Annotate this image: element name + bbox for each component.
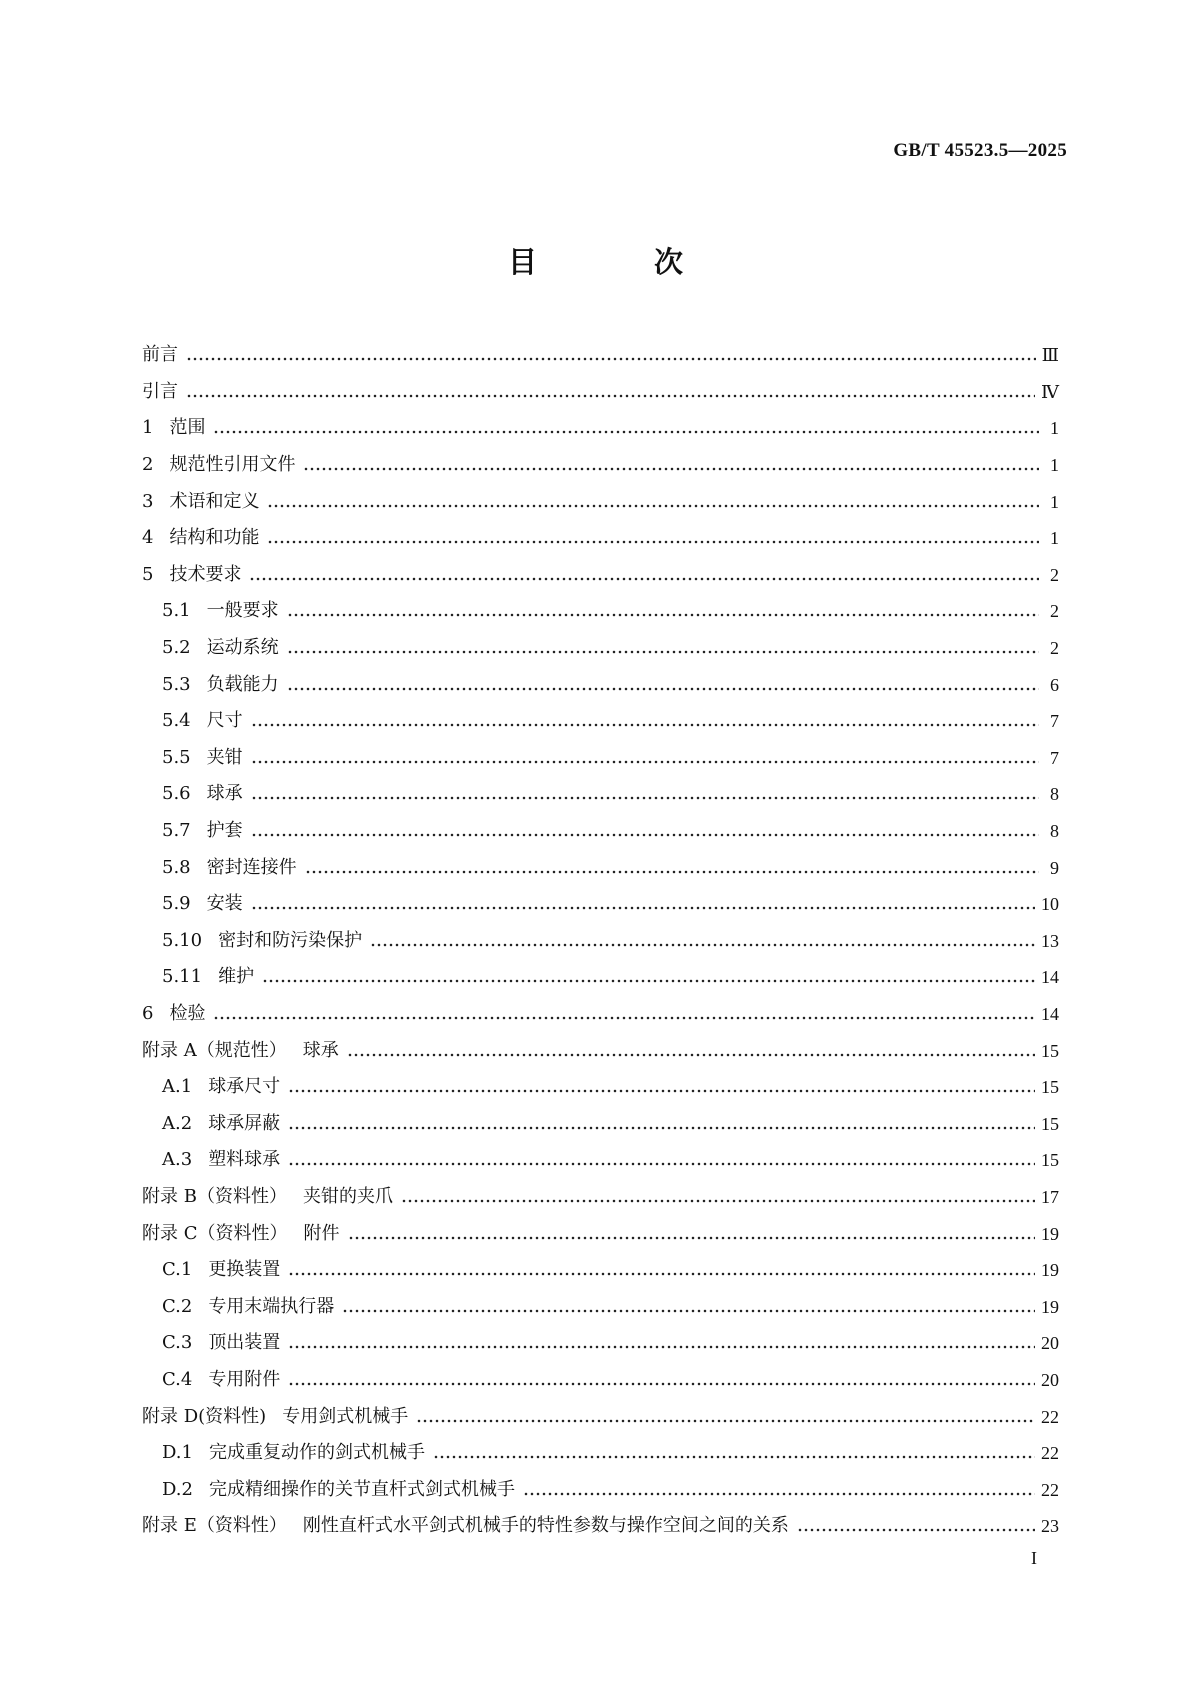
toc-entry-label: 专用末端执行器 bbox=[208, 1295, 335, 1317]
toc-entry-label: 塑料球承 bbox=[208, 1149, 281, 1171]
toc-entry-label: 范围 bbox=[169, 417, 206, 439]
toc-entry-label: 球承 bbox=[206, 783, 243, 805]
toc-entry[interactable] bbox=[142, 374, 1059, 411]
toc-entry-page: 2 bbox=[1050, 601, 1059, 622]
dot-leader bbox=[347, 1041, 1035, 1061]
toc-entry-label: 尺寸 bbox=[206, 710, 243, 732]
dot-leader bbox=[305, 858, 1039, 878]
dot-leader bbox=[303, 455, 1039, 475]
toc-entry-label: 结构和功能 bbox=[169, 527, 260, 549]
toc-entry-number: 附录 A（规范性） bbox=[142, 1039, 287, 1061]
toc-entry-page: 7 bbox=[1050, 747, 1059, 768]
dot-leader bbox=[288, 1150, 1035, 1170]
dot-leader bbox=[213, 1004, 1035, 1024]
toc-entry-page: 20 bbox=[1041, 1333, 1059, 1354]
toc-entry[interactable] bbox=[142, 1215, 1059, 1252]
toc-entry-number: A.2 bbox=[162, 1112, 193, 1134]
toc-entry-label: 球承尺寸 bbox=[208, 1076, 281, 1098]
dot-leader bbox=[288, 1077, 1035, 1097]
toc-entry-page: 22 bbox=[1041, 1479, 1059, 1500]
toc-entry-number: C.3 bbox=[162, 1332, 193, 1354]
dot-leader bbox=[401, 1187, 1035, 1207]
toc-entry-page: 22 bbox=[1041, 1406, 1059, 1427]
toc-entry-page: 9 bbox=[1050, 857, 1059, 878]
toc-entry-number: C.2 bbox=[162, 1295, 193, 1317]
toc-entry-number: 附录 B（资料性） bbox=[142, 1185, 287, 1207]
toc-entry-label: 规范性引用文件 bbox=[169, 454, 296, 476]
toc-entry[interactable] bbox=[142, 849, 1059, 886]
toc-entry-number: 5.1 bbox=[162, 600, 191, 622]
toc-entry-label: 术语和定义 bbox=[169, 490, 260, 512]
dot-leader bbox=[416, 1407, 1035, 1427]
dot-leader bbox=[342, 1297, 1035, 1317]
toc-entry-number: 5.3 bbox=[162, 673, 191, 695]
dot-leader bbox=[523, 1480, 1035, 1500]
toc-entry-number: 1 bbox=[142, 417, 154, 439]
toc-entry-page: 22 bbox=[1041, 1443, 1059, 1464]
toc-entry-label: 专用剑式机械手 bbox=[282, 1405, 409, 1427]
toc-entry-label: 前言 bbox=[142, 344, 178, 366]
toc-entry-page: 10 bbox=[1041, 894, 1059, 915]
dot-leader bbox=[186, 345, 1036, 365]
toc-entry-label: 运动系统 bbox=[206, 637, 279, 659]
dot-leader bbox=[287, 601, 1039, 621]
toc-entry-page: Ⅲ bbox=[1041, 345, 1059, 366]
toc-entry[interactable] bbox=[142, 666, 1059, 703]
toc-entry[interactable] bbox=[142, 337, 1059, 374]
toc-entry-label: 密封连接件 bbox=[206, 856, 297, 878]
toc-entry[interactable] bbox=[142, 483, 1059, 520]
toc-entry[interactable] bbox=[142, 1142, 1059, 1179]
toc-entry-number: 3 bbox=[142, 490, 154, 512]
toc-entry[interactable] bbox=[142, 1069, 1059, 1106]
toc-entry-number: A.3 bbox=[162, 1149, 193, 1171]
toc-entry[interactable] bbox=[142, 776, 1059, 813]
toc-entry[interactable] bbox=[142, 630, 1059, 667]
toc-entry-number: 5.11 bbox=[162, 966, 203, 988]
toc-entry[interactable] bbox=[142, 923, 1059, 960]
toc-entry-page: 14 bbox=[1041, 967, 1059, 988]
toc-entry-page: Ⅳ bbox=[1041, 381, 1059, 402]
toc-entry-label: 负载能力 bbox=[206, 673, 279, 695]
toc-entry[interactable] bbox=[142, 1435, 1059, 1472]
toc-entry-page: 1 bbox=[1050, 455, 1059, 476]
footer-page-number: I bbox=[1031, 1548, 1037, 1568]
toc-entry-number: 2 bbox=[142, 454, 154, 476]
toc-entry-page: 1 bbox=[1050, 491, 1059, 512]
dot-leader bbox=[267, 492, 1039, 512]
toc-entry-label: 护套 bbox=[206, 820, 243, 842]
toc-entry-number: 附录 E（资料性） bbox=[142, 1515, 287, 1537]
toc-entry-label: 密封和防污染保护 bbox=[218, 929, 363, 951]
toc-entry-page: 17 bbox=[1041, 1186, 1059, 1207]
toc-entry-number: 5.8 bbox=[162, 856, 191, 878]
dot-leader bbox=[251, 894, 1035, 914]
dot-leader bbox=[251, 748, 1039, 768]
toc-entry-label: 刚性直杆式水平剑式机械手的特性参数与操作空间之间的关系 bbox=[302, 1515, 789, 1537]
toc-entry-page: 2 bbox=[1050, 638, 1059, 659]
toc-entry[interactable] bbox=[142, 593, 1059, 630]
dot-leader bbox=[251, 784, 1039, 804]
toc-entry-page: 19 bbox=[1041, 1260, 1059, 1281]
dot-leader bbox=[288, 1370, 1035, 1390]
dot-leader bbox=[370, 931, 1035, 951]
toc-entry[interactable] bbox=[142, 703, 1059, 740]
toc-entry-page: 6 bbox=[1050, 674, 1059, 695]
dot-leader bbox=[287, 638, 1039, 658]
toc-entry-label: 完成重复动作的剑式机械手 bbox=[208, 1442, 425, 1464]
toc-entry-label: 引言 bbox=[142, 380, 178, 402]
toc-entry-label: 检验 bbox=[169, 1002, 206, 1024]
dot-leader bbox=[287, 675, 1039, 695]
toc-entry-number: 5.7 bbox=[162, 820, 191, 842]
toc-entry-page: 20 bbox=[1041, 1369, 1059, 1390]
toc-entry-label: 球承 bbox=[302, 1039, 339, 1061]
toc-entry[interactable] bbox=[142, 1398, 1059, 1435]
toc-entry[interactable] bbox=[142, 1105, 1059, 1142]
dot-leader bbox=[251, 821, 1039, 841]
toc-entry-page: 7 bbox=[1050, 711, 1059, 732]
toc-entry-label: 安装 bbox=[206, 893, 243, 915]
toc-entry-page: 8 bbox=[1050, 784, 1059, 805]
toc-entry-label: 更换装置 bbox=[208, 1259, 281, 1281]
toc-entry-number: 附录 C（资料性） bbox=[142, 1222, 288, 1244]
toc-entry[interactable] bbox=[142, 886, 1059, 923]
toc-entry-page: 1 bbox=[1050, 418, 1059, 439]
toc-entry-page: 15 bbox=[1041, 1077, 1059, 1098]
toc-entry[interactable] bbox=[142, 410, 1059, 447]
toc-entry[interactable] bbox=[142, 996, 1059, 1033]
toc-entry-page: 19 bbox=[1041, 1296, 1059, 1317]
dot-leader bbox=[213, 418, 1039, 438]
dot-leader bbox=[348, 1224, 1036, 1244]
toc-entry[interactable] bbox=[142, 1508, 1059, 1545]
table-of-contents bbox=[142, 337, 1059, 1545]
toc-entry-number: 5.9 bbox=[162, 893, 191, 915]
toc-entry-number: 5.5 bbox=[162, 746, 191, 768]
toc-entry-number: 5.10 bbox=[162, 929, 203, 951]
toc-entry[interactable] bbox=[142, 1288, 1059, 1325]
dot-leader bbox=[251, 711, 1039, 731]
toc-entry-label: 维护 bbox=[218, 966, 255, 988]
toc-entry[interactable] bbox=[142, 1252, 1059, 1289]
toc-entry-label: 夹钳 bbox=[206, 746, 243, 768]
toc-entry-label: 完成精细操作的关节直杆式剑式机械手 bbox=[208, 1478, 515, 1500]
dot-leader bbox=[249, 565, 1039, 585]
toc-entry-number: 5 bbox=[142, 563, 154, 585]
toc-entry-label: 夹钳的夹爪 bbox=[302, 1185, 393, 1207]
dot-leader bbox=[433, 1443, 1035, 1463]
toc-entry-page: 23 bbox=[1041, 1516, 1059, 1537]
dot-leader bbox=[288, 1333, 1035, 1353]
toc-entry[interactable] bbox=[142, 959, 1059, 996]
toc-entry[interactable] bbox=[142, 1325, 1059, 1362]
toc-entry-page: 2 bbox=[1050, 564, 1059, 585]
toc-entry-number: C.1 bbox=[162, 1259, 193, 1281]
toc-entry-number: 4 bbox=[142, 527, 154, 549]
toc-entry-label: 专用附件 bbox=[208, 1368, 281, 1390]
toc-entry[interactable] bbox=[142, 447, 1059, 484]
page-title: 目 次 bbox=[507, 245, 727, 279]
dot-leader bbox=[288, 1114, 1035, 1134]
toc-entry[interactable] bbox=[142, 1179, 1059, 1216]
toc-entry[interactable] bbox=[142, 1471, 1059, 1508]
toc-entry-page: 15 bbox=[1041, 1150, 1059, 1171]
toc-entry-number: D.1 bbox=[162, 1442, 193, 1464]
dot-leader bbox=[267, 528, 1039, 548]
standard-code: GB/T 45523.5—2025 bbox=[893, 140, 1067, 161]
toc-entry[interactable] bbox=[142, 813, 1059, 850]
dot-leader bbox=[288, 1260, 1035, 1280]
toc-entry-number: 5.4 bbox=[162, 710, 191, 732]
toc-entry-number: 6 bbox=[142, 1002, 154, 1024]
toc-entry-number: A.1 bbox=[162, 1076, 193, 1098]
toc-entry-page: 15 bbox=[1041, 1113, 1059, 1134]
toc-entry-page: 8 bbox=[1050, 821, 1059, 842]
toc-entry-page: 1 bbox=[1050, 528, 1059, 549]
toc-entry-label: 附件 bbox=[303, 1222, 340, 1244]
toc-entry[interactable] bbox=[142, 520, 1059, 557]
dot-leader bbox=[262, 967, 1035, 987]
toc-entry[interactable] bbox=[142, 557, 1059, 594]
toc-entry-label: 一般要求 bbox=[206, 600, 279, 622]
toc-entry-label: 顶出装置 bbox=[208, 1332, 281, 1354]
toc-entry-page: 13 bbox=[1041, 930, 1059, 951]
toc-entry-number: 5.2 bbox=[162, 637, 191, 659]
dot-leader bbox=[797, 1516, 1035, 1536]
toc-entry[interactable] bbox=[142, 1032, 1059, 1069]
toc-entry-number: D.2 bbox=[162, 1478, 193, 1500]
toc-entry-label: 球承屏蔽 bbox=[208, 1112, 281, 1134]
dot-leader bbox=[186, 382, 1035, 402]
toc-entry-page: 14 bbox=[1041, 1003, 1059, 1024]
toc-entry-number: 附录 D(资料性) bbox=[142, 1405, 267, 1427]
toc-entry-number: C.4 bbox=[162, 1368, 193, 1390]
toc-entry-page: 15 bbox=[1041, 1040, 1059, 1061]
toc-entry-page: 19 bbox=[1041, 1223, 1059, 1244]
toc-entry[interactable] bbox=[142, 740, 1059, 777]
toc-entry-label: 技术要求 bbox=[169, 563, 242, 585]
toc-entry[interactable] bbox=[142, 1362, 1059, 1399]
toc-entry-number: 5.6 bbox=[162, 783, 191, 805]
